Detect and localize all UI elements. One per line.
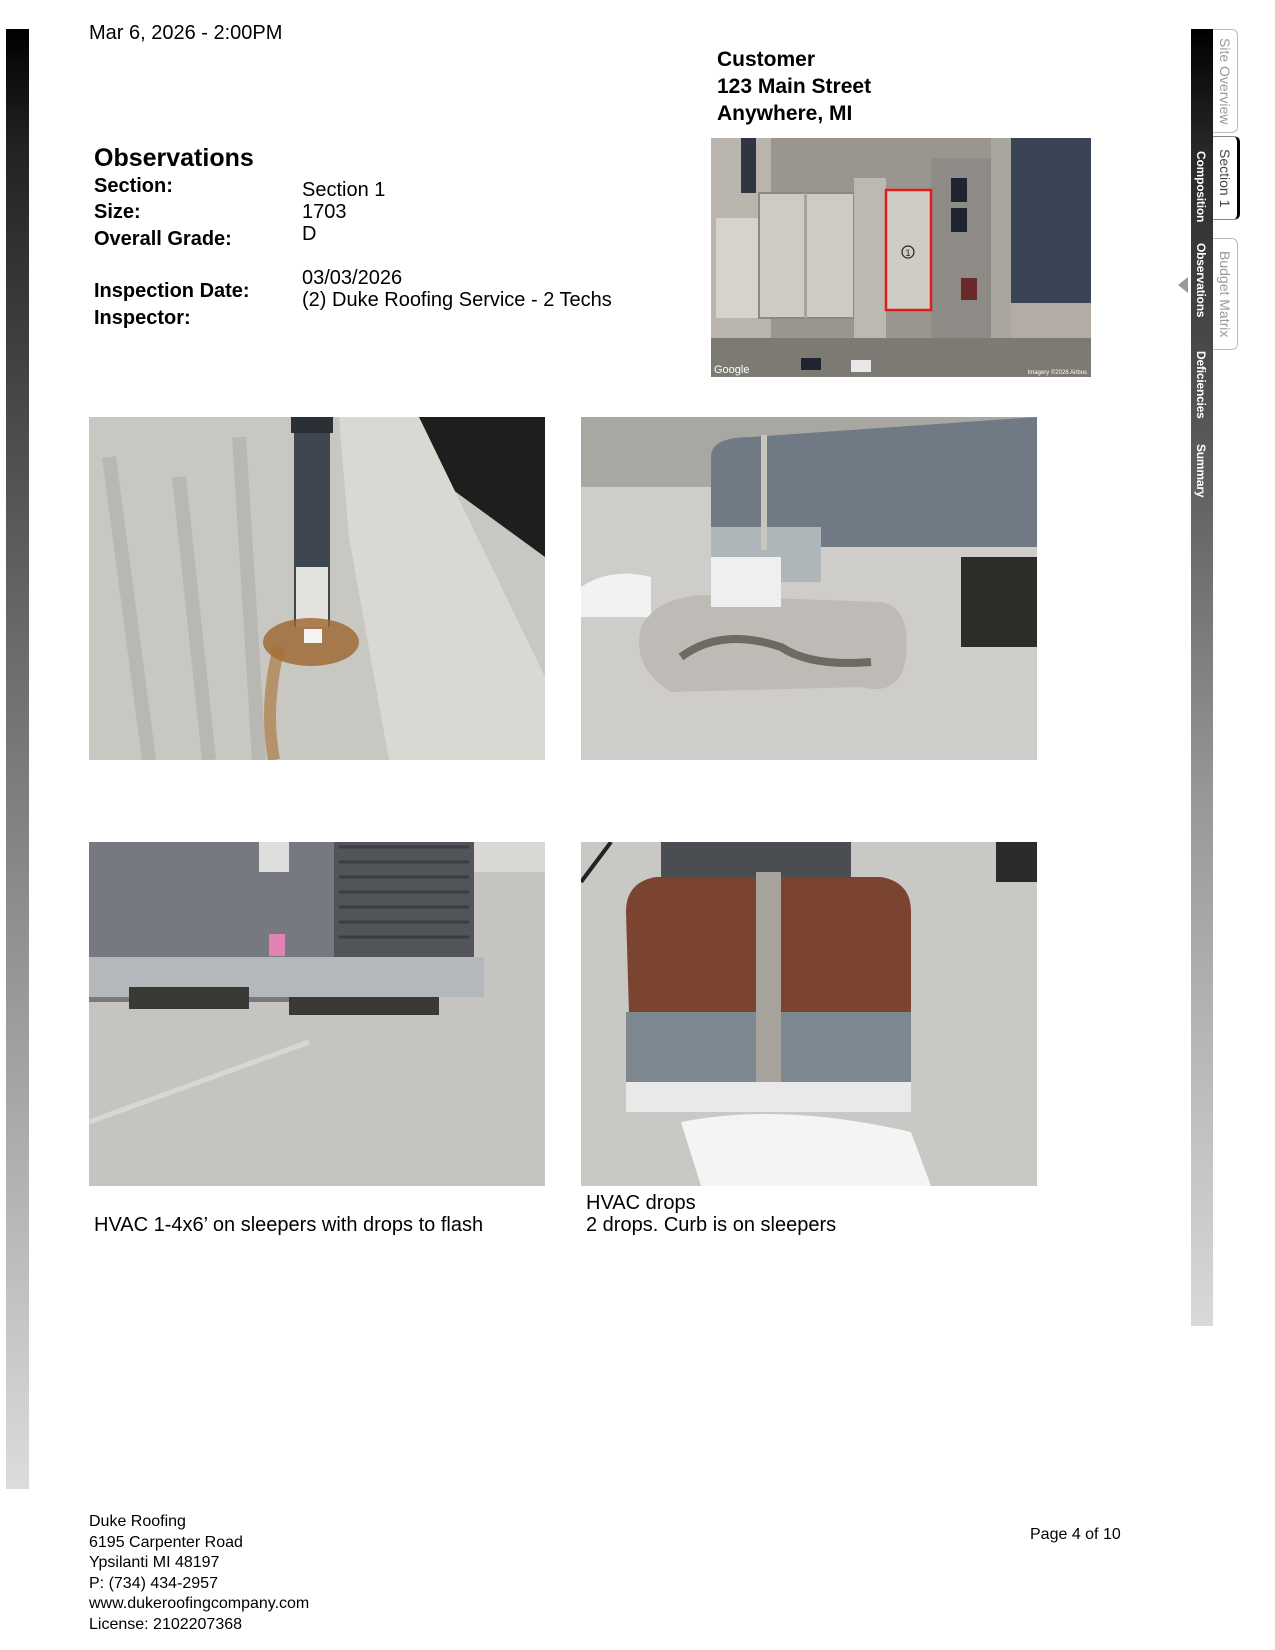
page-number: Page 4 of 10: [1030, 1526, 1121, 1543]
nav-tab-composition[interactable]: Composition: [1194, 151, 1208, 223]
active-section-pointer-icon: [1178, 277, 1188, 293]
roof-photo-pipe-penetration: [89, 417, 545, 760]
photo4-caption-detail: 2 drops. Curb is on sleepers: [586, 1214, 837, 1236]
inspector-value: (2) Duke Roofing Service - 2 Techs: [302, 289, 612, 311]
side-tab-site-overview[interactable]: Site Overview: [1213, 29, 1238, 133]
grade-value: D: [302, 223, 317, 245]
customer-name: Customer: [717, 48, 816, 71]
roof-photo-duct-curb: [581, 417, 1037, 760]
nav-tab-summary[interactable]: Summary: [1194, 444, 1208, 498]
inspector-label: Inspector:: [94, 307, 191, 329]
roof-photo-hvac-drops: [581, 842, 1037, 1186]
inspection-date-label: Inspection Date:: [94, 280, 250, 302]
customer-street: 123 Main Street: [717, 75, 872, 98]
size-value: 1703: [302, 201, 347, 223]
footer-website: www.dukeroofingcompany.com: [89, 1595, 310, 1612]
grade-label: Overall Grade:: [94, 228, 232, 250]
observations-title: Observations: [94, 144, 254, 172]
section-value: Section 1: [302, 179, 386, 201]
footer-license: License: 2102207368: [89, 1615, 243, 1633]
customer-block: [717, 46, 871, 127]
report-nav-bar: [1191, 29, 1213, 1326]
side-tab-budget-matrix[interactable]: Budget Matrix: [1213, 238, 1238, 350]
roof-photo-hvac-unit: [89, 842, 545, 1186]
aerial-map-image: [711, 138, 1091, 377]
customer-city: Anywhere, MI: [717, 102, 853, 125]
footer-address1: 6195 Carpenter Road: [89, 1533, 243, 1551]
section-label: Section:: [94, 175, 173, 197]
nav-tab-observations[interactable]: Observations: [1194, 243, 1208, 318]
company-footer: [89, 1512, 309, 1635]
photo3-caption: HVAC 1-4x6’ on sleepers with drops to flash: [94, 1214, 484, 1236]
footer-company: Duke Roofing: [89, 1513, 186, 1530]
aerial-map: [711, 138, 1091, 377]
size-label: Size:: [94, 201, 141, 223]
map-marker: 1: [905, 248, 911, 258]
inspection-date-value: 03/03/2026: [302, 267, 403, 289]
map-google-label: Google: [714, 364, 750, 376]
footer-address2: Ypsilanti MI 48197: [89, 1554, 220, 1571]
side-tab-section-1[interactable]: Section 1: [1213, 136, 1240, 220]
footer-phone: P: (734) 434-2957: [89, 1574, 218, 1592]
photo4-caption-title: HVAC drops: [586, 1192, 696, 1214]
report-datetime: Mar 6, 2026 - 2:00PM: [89, 22, 283, 44]
left-gradient-bar: [6, 29, 29, 1489]
nav-tab-deficiencies[interactable]: Deficiencies: [1194, 351, 1208, 419]
map-imagery-label: Imagery ©2026 Airbus: [1027, 370, 1087, 376]
